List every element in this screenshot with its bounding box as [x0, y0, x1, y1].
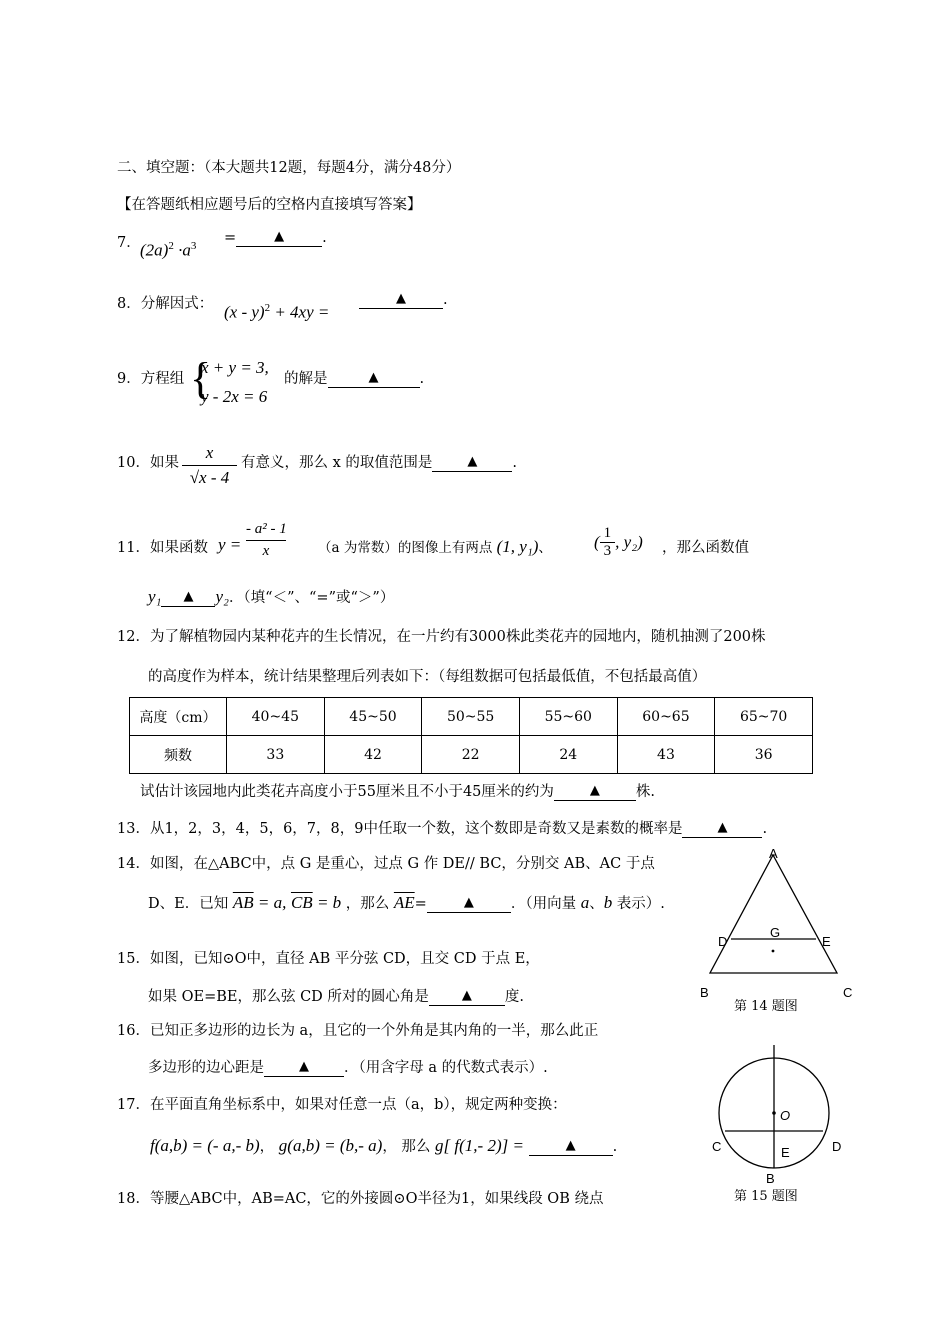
fig15-label-b: B: [766, 1171, 775, 1186]
q8-answer-line: ▲ .: [359, 292, 448, 309]
point-o: [772, 1111, 776, 1115]
triangle-icon: ▲: [463, 895, 474, 910]
left-brace-icon: {: [190, 354, 212, 403]
triangle-icon: ▲: [299, 1059, 309, 1074]
q8-number: 8．分解因式：: [117, 296, 214, 312]
q11-note: （a 为常数）的图像上有两点 (1, y₁)、: [318, 537, 552, 556]
q12-line-1: 12．为了解植物园内某种花卉的生长情况，在一片约有3000株此类花卉的园地内，随机抽测了200株: [117, 629, 766, 645]
fig15-label-e: E: [781, 1145, 790, 1160]
section-heading: 二、填空题：（本大题共12题，每题4分，满分48分）: [117, 160, 461, 176]
fig15-caption: 第 15 题图: [734, 1189, 798, 1204]
fig15-label-c: C: [712, 1139, 722, 1154]
table-cell: 33: [227, 736, 325, 774]
triangle-icon: ▲: [461, 988, 472, 1003]
triangle-icon: ▲: [396, 291, 406, 306]
q12-line-2: 的高度作为样本，统计结果整理后列表如下：（每组数据可包括最低值，不包括最高值）: [148, 669, 707, 685]
fig14-caption: 第 14 题图: [734, 999, 798, 1014]
triangle-icon: ▲: [368, 370, 379, 385]
q15-line-1: 15．如图，已知⊙O中，直径 AB 平分弦 CD，且交 CD 于点 E，: [117, 951, 540, 967]
q18-line-1: 18．等腰△ABC中，AB=AC，它的外接圆⊙O半径为1，如果线段 OB 绕点: [117, 1191, 604, 1207]
circle-figure: [705, 1035, 845, 1175]
table-row: [130, 698, 813, 736]
table-cell: 65~70: [715, 698, 813, 736]
triangle-icon: ▲: [717, 820, 728, 835]
triangle-icon: ▲: [274, 229, 285, 244]
q11-answer-blank[interactable]: [161, 590, 215, 607]
q9-equation-2: y - 2x = 6: [201, 387, 268, 406]
q10-fraction: x √x - 4: [182, 443, 237, 488]
table-cell: 22: [422, 736, 520, 774]
q14-line-2: D、E．已知 $\overline{AB} = a$, $\overline{CB} = b$ ，那么 $\overline{AE}=$ ▲ ．（用向量 a、b 表示）.: [148, 893, 665, 912]
table-cell: 40~45: [227, 698, 325, 736]
triangle-icon: ▲: [589, 783, 600, 798]
q11-y-eq: y =: [218, 535, 242, 554]
triangle-icon: ▲: [183, 589, 194, 604]
fig14-label-d: D: [718, 934, 728, 949]
q17-answer-blank[interactable]: [529, 1139, 613, 1156]
q7-answer-line: = ▲ .: [224, 229, 327, 246]
q16-line-1: 16．已知正多边形的边长为 a，且它的一个外角是其内角的一半，那么此正: [117, 1023, 599, 1039]
q10-number: 10．如果: [117, 455, 179, 471]
q11-prefix: 11．如果函数: [117, 540, 208, 556]
question-7: [117, 231, 141, 252]
q14-answer-blank[interactable]: [427, 896, 511, 913]
table-header-cell: 频数: [130, 736, 227, 774]
table-header-cell: 高度（cm）: [130, 698, 227, 736]
table-cell: 24: [519, 736, 617, 774]
fig14-label-a: A: [769, 846, 778, 861]
fig15-label-o: O: [780, 1108, 791, 1123]
table-cell: 55~60: [519, 698, 617, 736]
section-instruction: 【在答题纸相应题号后的空格内直接填写答案】: [117, 197, 422, 213]
q12-answer-blank[interactable]: [554, 784, 636, 801]
q9-number: 9．方程组: [117, 371, 185, 387]
q15-line-2: 如果 OE=BE，那么弦 CD 所对的圆心角是 ▲ 度.: [148, 988, 525, 1005]
frequency-table: [129, 697, 813, 774]
q10-answer-blank[interactable]: [432, 455, 512, 472]
q9-answer-blank[interactable]: [328, 371, 420, 388]
q7-number: 7．: [117, 235, 141, 251]
triangle-icon: ▲: [467, 454, 478, 469]
fig14-label-g: G: [770, 925, 781, 940]
q9-equation-1: x + y = 3,: [201, 358, 269, 377]
triangle-abc: [710, 855, 837, 973]
table-row: [130, 736, 813, 774]
fig14-label-c: C: [843, 985, 853, 1000]
q13-answer-blank[interactable]: [682, 821, 762, 838]
question-13: 13．从1，2，3，4，5，6，7，8，9中任取一个数，这个数即是奇数又是素数的概率是 ▲ .: [117, 820, 768, 837]
point-g: [772, 950, 775, 953]
triangle-icon: ▲: [565, 1138, 576, 1153]
q7-expression: $(2a)^2 \cdot a^3$: [140, 240, 197, 260]
fig15-label-d: D: [832, 1139, 842, 1154]
q15-answer-blank[interactable]: [429, 989, 505, 1006]
q10-answer-line: 有意义，那么 x 的取值范围是 ▲ .: [241, 454, 518, 471]
q16-line-2: 多边形的边心距是 ▲ ．（用含字母 a 的代数式表示）.: [148, 1059, 548, 1076]
fig14-label-e: E: [822, 934, 831, 949]
q7-answer-blank[interactable]: [236, 230, 322, 247]
q11-point-2: ( $\frac{1}{3}$ , y₂): [594, 525, 643, 559]
q14-line-1: 14．如图，在△ABC中，点 G 是重心，过点 G 作 DE// BC，分别交 AB、AC 于点: [117, 856, 655, 872]
table-cell: 45~50: [324, 698, 422, 736]
q8-expression: (x - y)$^2$ + 4xy =: [224, 302, 330, 322]
table-cell: 36: [715, 736, 813, 774]
q9-answer-line: 的解是 ▲ .: [284, 370, 425, 387]
q8-answer-blank[interactable]: [359, 292, 443, 309]
q16-answer-blank[interactable]: [264, 1060, 344, 1077]
table-cell: 60~65: [617, 698, 715, 736]
q11-suffix: ，那么函数值: [662, 540, 749, 556]
fig14-label-b: B: [700, 985, 709, 1000]
table-cell: 50~55: [422, 698, 520, 736]
q12-line-3: 试估计该园地内此类花卉高度小于55厘米且不小于45厘米的约为 ▲ 株.: [140, 783, 656, 800]
table-cell: 42: [324, 736, 422, 774]
q17-line-2: f(a,b) = (- a,- b)， g(a,b) = (b,- a)， 那么 g[ f(1,- 2)] = ▲ .: [150, 1136, 618, 1155]
table-cell: 43: [617, 736, 715, 774]
q11-line-2: y₁ ▲ y₂．（填“＜”、“=”或“＞”）: [148, 587, 395, 606]
q11-fraction: - a² - 1 x: [246, 521, 287, 559]
q17-line-1: 17．在平面直角坐标系中，如果对任意一点（a，b），规定两种变换：: [117, 1097, 567, 1113]
